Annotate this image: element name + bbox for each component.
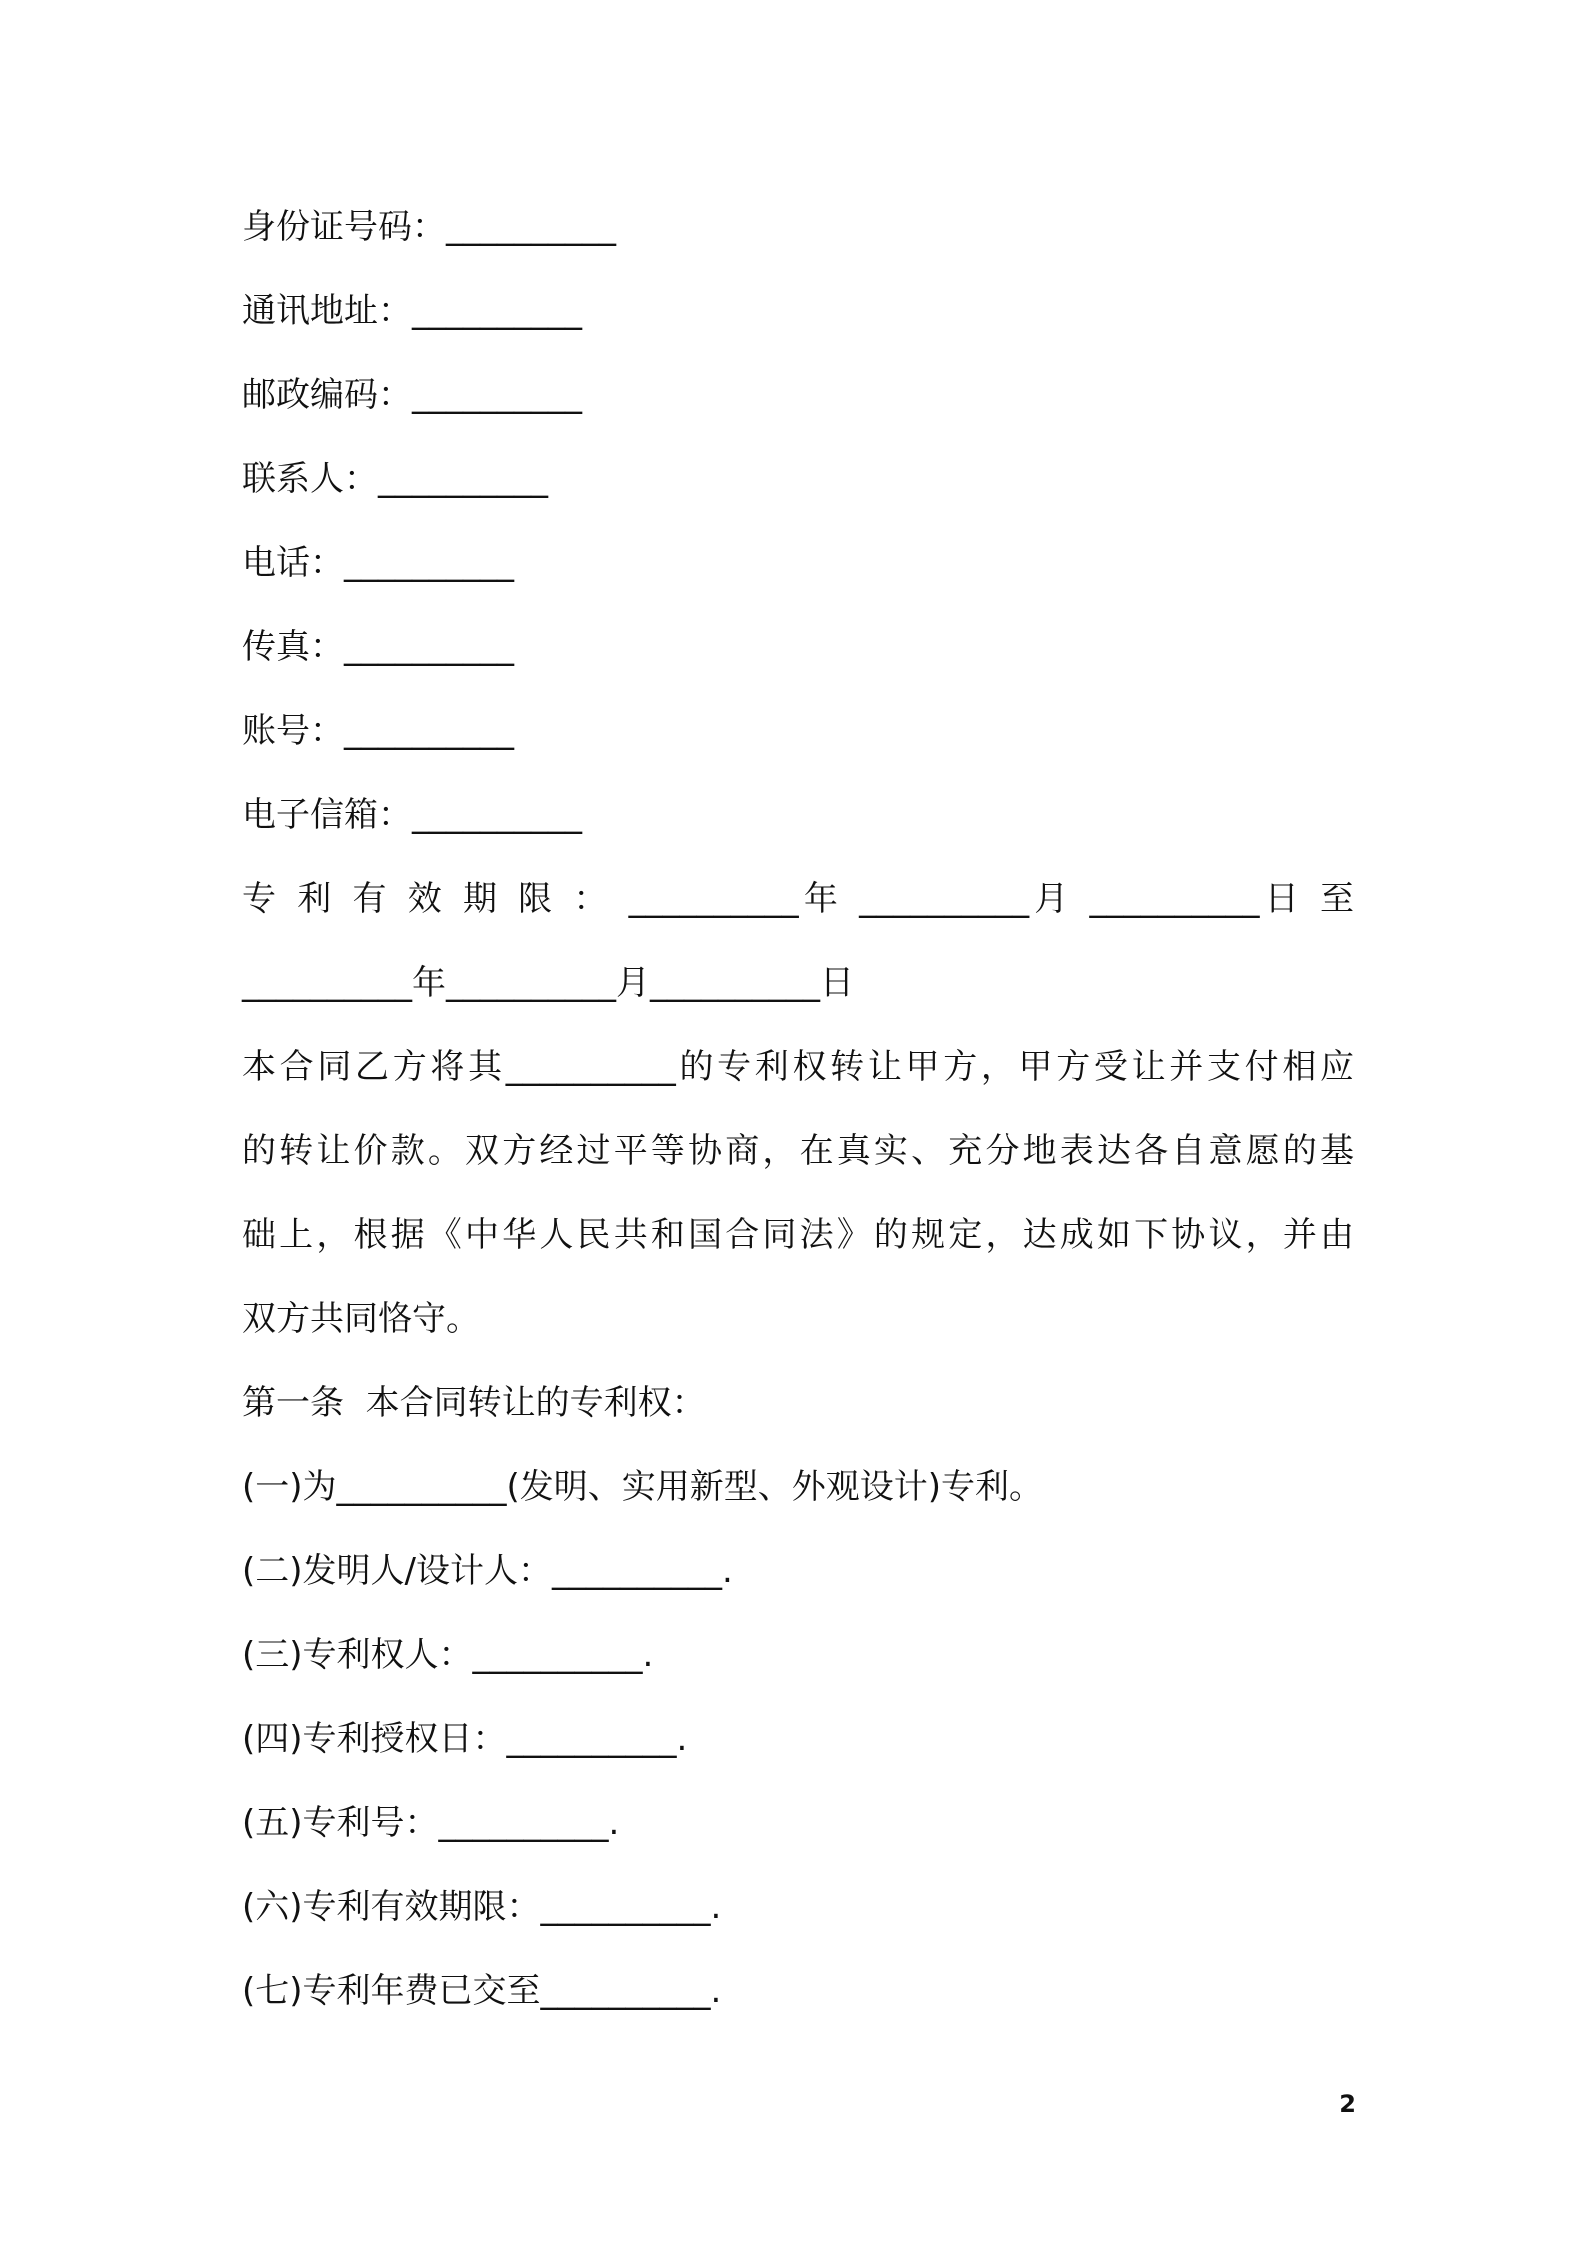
fax-line: 传真：__________ (242, 627, 514, 667)
patent-item-6: (六)专利有效期限：__________. (242, 1887, 722, 1927)
patent-item-2: (二)发明人/设计人：__________. (242, 1551, 733, 1591)
phone-line: 电话：__________ (242, 543, 514, 583)
paragraph-line-2: 的转让价款。双方经过平等协商，在真实、充分地表达各自意愿的基 (242, 1131, 1354, 1171)
patent-item-7: (七)专利年费已交至__________. (242, 1971, 722, 2011)
paragraph-line-1: 本合同乙方将其__________的专利权转让甲方，甲方受让并支付相应 (242, 1047, 1354, 1087)
postal-code-line: 邮政编码：__________ (242, 375, 582, 415)
patent-item-3: (三)专利权人：__________. (242, 1635, 654, 1675)
patent-item-5: (五)专利号：__________. (242, 1803, 620, 1843)
patent-validity-end-line: __________年__________月__________日 (242, 963, 854, 1003)
paragraph-line-3: 础上，根据《中华人民共和国合同法》的规定，达成如下协议，并由 (242, 1215, 1354, 1255)
patent-item-4: (四)专利授权日：__________. (242, 1719, 688, 1759)
article-one-heading: 第一条 本合同转让的专利权： (242, 1383, 706, 1423)
patent-validity-line: 专 利 有 效 期 限 ： __________年 __________月 __________日 至 (242, 879, 1354, 919)
contact-person-line: 联系人：__________ (242, 459, 548, 499)
paragraph-line-4: 双方共同恪守。 (242, 1299, 480, 1339)
account-line: 账号：__________ (242, 711, 514, 751)
page-number: 2 (1339, 2090, 1356, 2118)
email-line: 电子信箱：__________ (242, 795, 582, 835)
patent-item-1: (一)为__________(发明、实用新型、外观设计)专利。 (242, 1467, 1044, 1507)
address-line: 通讯地址：__________ (242, 291, 582, 331)
id-number-line: 身份证号码：__________ (242, 207, 616, 247)
